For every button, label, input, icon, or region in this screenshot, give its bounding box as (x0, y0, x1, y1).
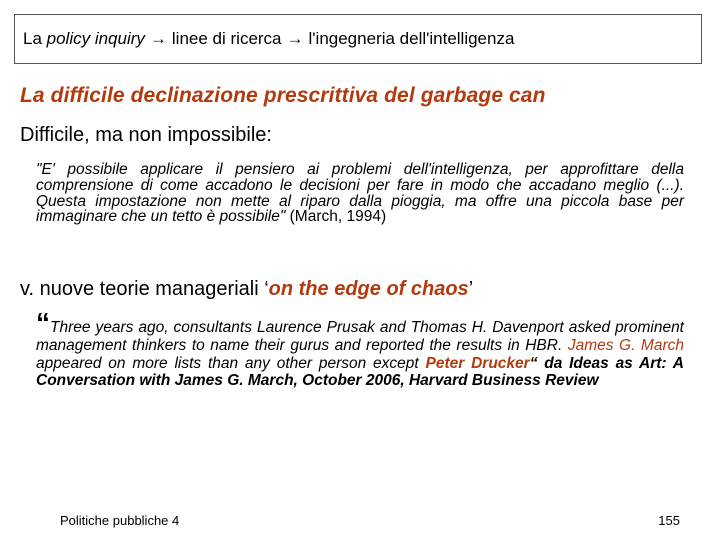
quote-march-1994 (36, 162, 684, 225)
quote-hbr-2006 (36, 307, 685, 390)
quote2-text-a: Three years ago, consultants Laurence Prusak and Thomas H. Davenport asked prominent management thinkers to name their gurus and reported the results in HBR. (36, 319, 684, 354)
bullet-edge-of-chaos (20, 278, 473, 301)
bullet-difficile: Difficile, ma non impossibile: (20, 124, 272, 146)
quote2-name-drucker: Peter Drucker (425, 354, 530, 372)
bullet2-highlight: on the edge of chaos (268, 278, 469, 300)
slide-title: La difficile declinazione prescrittiva del garbage can (20, 84, 546, 107)
quote1-text: "E' possibile applicare il pensiero ai problemi dell'intelligenza, per approfittare della comprensione di come accadono le decisioni per fare in modo che accadano meglio (...). Questa impostazione non mette al riparo dalla pioggia, ma offre una piccola base per immaginare che un tetto è possibile" (36, 161, 684, 226)
quote2-name-march: James G. March (567, 336, 685, 354)
header-part1-italic: policy inquiry (46, 29, 145, 48)
arrow-right-icon: → (286, 29, 304, 48)
bullet2-suffix: ’ (468, 278, 474, 300)
header-part3: l'ingegneria dell'intelligenza (308, 29, 515, 48)
header-breadcrumb (14, 14, 702, 64)
arrow-right-icon: → (149, 29, 167, 48)
header-part1-prefix: La (23, 29, 47, 48)
open-quote-mark: “ (36, 307, 50, 338)
quote2-source: “ da Ideas as Art: A Conversation with James G. March, October 2006, Harvard Business Review (36, 354, 685, 390)
footer-course-name: Politiche pubbliche 4 (60, 513, 180, 528)
quote1-citation: (March, 1994) (285, 208, 387, 226)
header-part2: linee di ricerca (171, 29, 282, 48)
bullet2-prefix: v. nuove teorie manageriali ‘ (20, 278, 269, 300)
quote2-text-b: appeared on more lists than any other person except (36, 354, 426, 372)
footer-page-number: 155 (658, 513, 680, 528)
